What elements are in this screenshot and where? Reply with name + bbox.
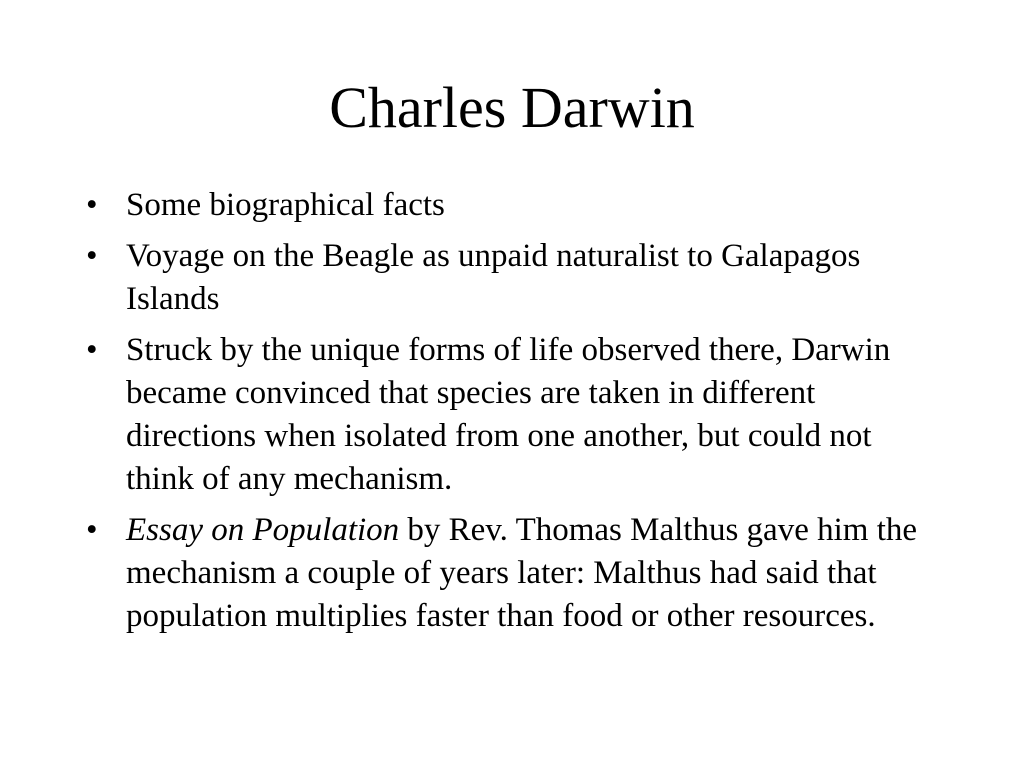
bullet-marker: • — [86, 512, 98, 548]
bullet-list — [86, 184, 946, 646]
book-title: Essay on Population — [126, 512, 400, 548]
bullet-item — [86, 509, 946, 638]
bullet-item — [86, 329, 946, 501]
bullet-text: by Rev. Thomas Malthus gave him the mechanism a couple of years later: Malthus had said that population multiplies faster than food or other resources. — [126, 512, 918, 634]
bullet-marker: • — [86, 238, 98, 274]
bullet-marker: • — [86, 332, 98, 368]
bullet-text: Struck by the unique forms of life observed there, Darwin became convinced that species are taken in different directions when isolated from one another, but could not think of any mechanism. — [126, 332, 891, 497]
bullet-item — [86, 235, 946, 321]
bullet-marker: • — [86, 187, 98, 223]
bullet-item — [86, 184, 946, 227]
bullet-text: Voyage on the Beagle as unpaid naturalist to Galapagos Islands — [126, 238, 861, 317]
slide-title: Charles Darwin — [329, 75, 695, 140]
bullet-text: Some biographical facts — [126, 187, 445, 223]
